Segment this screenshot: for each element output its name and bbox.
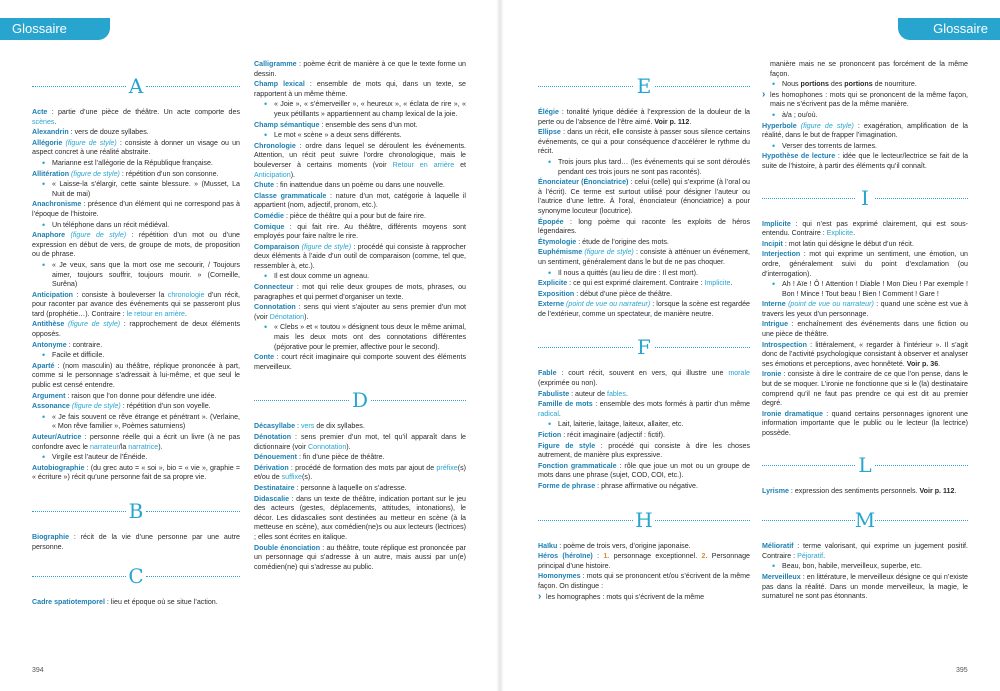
entry-aparte: Aparté : (nom masculin) au théâtre, réplique prononcée à part, comme si le personnage s’adressait à lui-même, et que seul le public est censé entendre. [32, 361, 240, 390]
entry-ellipse: Ellipse : dans un récit, elle consiste à passer sous silence certains événements, ce qui a pour conséquence d’accélérer le rythme du récit. [538, 128, 750, 156]
glossary-tab-left: Glossaire [0, 18, 110, 40]
entry-melioratif: Mélioratif : terme valorisant, qui exprime un jugement positif. Contraire : Péjoratif. [762, 542, 968, 560]
example-champ-lexical: • « Joie », « s’émerveiller », « heureux », « éclata de rire », « yeux pétillants » appartiennent au champ lexical de la joie. [254, 100, 466, 119]
entry-lyrisme: Lyrisme : expression des sentiments personnels. Voir p. 112. [762, 486, 957, 495]
entry-hypothese-de-lecture: Hypothèse de lecture : idée que le lecteur/lectrice se fait de la suite de l’histoire, à partir des éléments qu’il connaît. [762, 152, 969, 170]
entry-comique: Comique : qui fait rire. Au théâtre, différents moyens sont employés pour faire naître le rire. [254, 222, 466, 241]
page-number-left: 394 [32, 667, 44, 674]
letter-heading-i: I [762, 184, 968, 214]
entry-externe: Externe (point de vue ou narrateur) : lorsque la scène est regardée de l’extérieur, comme un spectateur, de manière neutre. [538, 300, 750, 318]
entry-ironie: Ironie : consiste à dire le contraire de ce que l’on pense, dans le but de se moquer. L’ironie ne fonctionne que si le (la) destinataire comprend qu’il ne faut pas prendre ce qui est dit au premier degré. [762, 370, 968, 408]
glossary-column-3 [538, 62, 750, 603]
glossary-column-4 [762, 60, 968, 603]
example-connotation: • « Clebs » et « toutou » désignent tous deux le même animal, mais les deux mots ont des connotations différentes (péjorative pour le premier, affective pour le second). [254, 323, 466, 352]
letter-heading-f: F [538, 333, 750, 363]
entry-fabuliste: Fabuliste : auteur de fables. [538, 389, 628, 398]
letter-heading-h: H [538, 506, 750, 536]
entry-forme-de-phrase: Forme de phrase : phrase affirmative ou négative. [538, 482, 698, 490]
entry-decasyllabe: Décasyllabe : vers de dix syllabes. [254, 422, 365, 431]
example-melioratif: • Beau, bon, habile, merveilleux, superbe, etc. [762, 562, 968, 572]
subentry-homophones: › les homophones : mots qui se prononcent de la même façon, mais ne s’écrivent pas de la même manière. [762, 91, 968, 110]
entry-incipit: Incipit : mot latin qui désigne le début d’un récit. [762, 239, 914, 248]
entry-antonyme: Antonyme : contraire. [32, 340, 103, 349]
entry-biographie: Biographie : récit de la vie d’une personne par une autre personne. [32, 532, 240, 551]
entry-double-enonciation: Double énonciation : au théâtre, toute réplique est prononcée par un personnage qui s’adresse à un autre, mais aussi par un(e) comédien(ne) qui s’adresse au public. [254, 543, 466, 571]
letter-heading-c: C [32, 562, 240, 592]
entry-cadre-spatiotemporel: Cadre spatiotemporel : lieu et époque où se situe l’action. [32, 598, 218, 607]
entry-epopee: Épopée : long poème qui raconte les exploits de héros légendaires. [538, 217, 750, 236]
entry-classe-grammaticale: Classe grammaticale : nature d’un mot, catégorie à laquelle il appartient (nom, adjectif, pronom, etc.). [254, 191, 466, 210]
entry-ironie-dramatique: Ironie dramatique : quand certains personnages ignorent une information importante que le public ou le lecteur (la lectrice) possède. [762, 409, 968, 437]
entry-heros: Héros (héroïne) : 1. personnage exceptionnel. 2. Personnage principal d’une histoire. [538, 552, 750, 570]
entry-calligramme: Calligramme : poème écrit de manière à ce que le texte forme un dessin. [254, 60, 466, 78]
example-anaphore: • « Je veux, sans que la mort ose me secourir, / Toujours aimer, toujours souffrir, toujours mourir. » (Corneille, Surêna) [32, 261, 240, 290]
entry-assonance: Assonance (figure de style) : répétition d’un son voyelle. [32, 402, 211, 411]
entry-auteur: Auteur/Autrice : personne réelle qui a écrit un livre (à ne pas confondre avec le narrateur/la narratrice). [32, 433, 240, 451]
entry-homonymes: Homonymes : mots qui se prononcent et/ou s’écrivent de la même façon. On distingue : [538, 572, 750, 590]
example-famille-de-mots: • Lait, laiterie, laitage, laiteux, allaiter, etc. [538, 420, 750, 430]
glossary-column-2 [254, 60, 466, 573]
entry-autobiographie: Autobiographie : (du grec auto = « soi », bio = « vie », graphie = « écriture ») récit qu’une personne fait de sa propre vie. [32, 463, 240, 482]
entry-fable: Fable : court récit, souvent en vers, qui illustre une morale (exprimée ou non). [538, 369, 750, 388]
entry-introspection: Introspection : littéralement, « regarder à l’intérieur ». Il s’agit donc de l’activité psychologique consistant à observer et analyser ses émotions et perceptions, avec honnêteté. Voir p. 36. [762, 340, 968, 368]
entry-hyperbole: Hyperbole (figure de style) : exagération, amplification de la réalité, dans le but de frapper l’imagination. [762, 121, 969, 140]
example-euphemisme: • Il nous a quittés (au lieu de dire : Il est mort). [538, 269, 750, 279]
entry-anticipation: Anticipation : consiste à bouleverser la chronologie d’un récit, pour raconter par avance des événements qui se passeront plus tard (prophétie…). Contraire : le retour en arrière. [32, 290, 240, 318]
example-antonyme: • Facile et difficile. [32, 351, 240, 361]
letter-heading-e: E [538, 72, 750, 102]
example-homographes: • Nous portions des portions de nourriture. [762, 80, 968, 90]
entry-argument: Argument : raison que l’on donne pour défendre une idée. [32, 391, 217, 400]
letter-heading-b: B [32, 497, 240, 527]
entry-fiction: Fiction : récit imaginaire (adjectif : fictif). [538, 431, 665, 440]
entry-alliteration: Allitération (figure de style) : répétition d’un son consonne. [32, 169, 219, 178]
example-homophones: • à/a ; ou/où. [762, 111, 968, 121]
entry-champ-semantique: Champ sémantique : ensemble des sens d’un mot. [254, 120, 418, 129]
glossary-tab-right: Glossaire [898, 18, 1000, 40]
entry-euphemisme: Euphémisme (figure de style) : consiste à atténuer un événement, un sentiment, généralement dans le but de ne pas choquer. [538, 248, 750, 266]
entry-famille-de-mots: Famille de mots : ensemble des mots formés à partir d’un même radical. [538, 400, 750, 418]
example-allegorie: • Marianne est l’allégorie de la République française. [32, 159, 240, 169]
example-hyperbole: • Verser des torrents de larmes. [762, 142, 968, 152]
entry-denouement: Dénouement : fin d’une pièce de théâtre. [254, 453, 385, 462]
letter-heading-a: A [32, 72, 240, 102]
entry-connecteur: Connecteur : mot qui relie deux groupes de mots, phrases, ou paragraphes et qui permet d’organiser un texte. [254, 283, 466, 301]
example-champ-semantique: • Le mot « scène » a deux sens différents. [254, 131, 466, 141]
entry-merveilleux: Merveilleux : en littérature, le merveilleux désigne ce qui n’existe pas dans la réalité. Dans un monde merveilleux, la magie, le surnaturel ne sont pas étonnants. [762, 572, 968, 601]
entry-interjection: Interjection : mot qui exprime un sentiment, une émotion, un ordre, généralement suivi du point d’exclamation (ou d’interrogation). [762, 250, 968, 278]
entry-interne: Interne (point de vue ou narrateur) : quand une scène est vue à travers les yeux d’un personnage. [762, 300, 969, 318]
entry-destinataire: Destinataire : personne à laquelle on s’adresse. [254, 483, 407, 492]
entry-figure-de-style: Figure de style : procédé qui consiste à dire les choses autrement, de manière plus expressive. [538, 441, 750, 460]
letter-heading-d: D [254, 386, 466, 416]
entry-implicite: Implicite : qui n’est pas exprimé clairement, qui est sous-entendu. Contraire : Explicite. [762, 219, 968, 238]
entry-comparaison: Comparaison (figure de style) : procédé qui consiste à rapprocher deux éléments à l’aide d’un outil de comparaison (comme, tel que, ressembler à, etc.). [254, 242, 466, 270]
entry-chronologie: Chronologie : ordre dans lequel se déroulent les événements. Attention, un récit peut suivre l’ordre chronologique, mais le bouleverser à certains moments (voir Retour en arrière et Anticipation). [254, 141, 467, 179]
example-ellipse: • Trois jours plus tard… (les événements qui se sont déroulés pendant ces trois jours ne sont pas racontés). [538, 158, 750, 177]
entry-alexandrin: Alexandrin : vers de douze syllabes. [32, 128, 149, 137]
entry-anachronisme: Anachronisme : présence d’un élément qui ne correspond pas à l’époque de l’histoire. [32, 200, 240, 218]
letter-heading-l: L [762, 451, 968, 481]
entry-haiku: Haïku : poème de trois vers, d’origine japonaise. [538, 541, 691, 550]
page-number-right: 395 [956, 667, 968, 674]
entry-derivation: Dérivation : procédé de formation des mots par ajout de préfixe(s) et/ou de suffixe(s). [254, 463, 466, 482]
subentry-homographes-continued: manière mais ne se prononcent pas forcément de la même façon. [770, 60, 968, 78]
entry-fonction-grammaticale: Fonction grammaticale : rôle que joue un mot ou un groupe de mots dans une phrase (sujet, COD, COI, etc.). [538, 461, 750, 480]
example-interjection: • Ah ! Aïe ! Ô ! Attention ! Diable ! Mon Dieu ! Par exemple ! Bon ! Mince ! Tout beau ! Bien ! Comment ! Gare ! [762, 280, 968, 299]
entry-intrigue: Intrigue : enchaînement des événements dans une fiction ou une pièce de théâtre. [762, 320, 968, 339]
entry-conte: Conte : court récit imaginaire qui comporte souvent des éléments merveilleux. [254, 353, 466, 371]
entry-denotation: Dénotation : sens premier d’un mot, tel qu’il apparaît dans le dictionnaire (voir Connotation). [254, 433, 466, 451]
example-alliteration: • « Laisse-la s’élargir, cette sainte blessure. » (Musset, La Nuit de mai) [32, 180, 240, 199]
entry-anaphore: Anaphore (figure de style) : répétition d’un mot ou d’une expression en début de vers, de groupe de mots, de proposition ou de phrase. [32, 231, 240, 259]
example-assonance: • « Je fais souvent ce rêve étrange et pénétrant ». (Verlaine, « Mon rêve familier », Poèmes saturniens) [32, 413, 240, 432]
entry-allegorie: Allégorie (figure de style) : consiste à donner un visage ou un aspect concret à une réalité abstraite. [32, 138, 240, 157]
subentry-homographes: › les homographes : mots qui s’écrivent de la même [538, 593, 750, 603]
glossary-column-1 [32, 62, 240, 609]
letter-heading-m: M [762, 506, 968, 536]
entry-connotation: Connotation : sens qui vient s’ajouter au sens premier d’un mot (voir Dénotation). [254, 303, 466, 321]
entry-comedie: Comédie : pièce de théâtre qui a pour but de faire rire. [254, 211, 426, 220]
entry-didascalie: Didascalie : dans un texte de théâtre, indication portant sur le jeu des acteurs (gestes, déplacements, attitudes, intonations), le décor. Les didascalies sont destinées au metteur en scène (à la metteuse en scène), aux comédien(ne)s ou aux lecteurs (lectrices) ; elles sont écrites en italique. [254, 494, 466, 541]
entry-chute: Chute : fin inattendue dans un poème ou dans une nouvelle. [254, 181, 445, 190]
example-comparaison: • Il est doux comme un agneau. [254, 272, 466, 282]
entry-elegie: Élégie : tonalité lyrique dédiée à l’expression de la douleur de la perte ou de l’absence de l’être aimé. Voir p. 112. [538, 108, 750, 126]
entry-acte: Acte : partie d’une pièce de théâtre. Un acte comporte des scènes. [32, 108, 240, 126]
example-auteur: • Virgile est l’auteur de l’Énéide. [32, 453, 240, 463]
example-anachronisme: • Un téléphone dans un récit médiéval. [32, 221, 240, 231]
entry-explicite: Explicite : ce qui est exprimé clairement. Contraire : Implicite. [538, 279, 733, 288]
entry-etymologie: Étymologie : étude de l’origine des mots. [538, 237, 669, 246]
entry-champ-lexical: Champ lexical : ensemble de mots qui, dans un texte, se rapportent à un même thème. [254, 80, 466, 98]
entry-antithese: Antithèse (figure de style) : rapprochement de deux éléments opposés. [32, 320, 240, 339]
entry-enonciateur: Énonciateur (Énonciatrice) : celui (celle) qui s’exprime (à l’oral ou à l’écrit). Ce terme est surtout utilisé pour désigner l’auteur ou l’autrice d’une lettre. À l’oral, énonciateur (énonciatrice) a pour synonyme locuteur (locutrice). [538, 178, 751, 215]
entry-exposition: Exposition : début d’une pièce de théâtre. [538, 289, 673, 298]
